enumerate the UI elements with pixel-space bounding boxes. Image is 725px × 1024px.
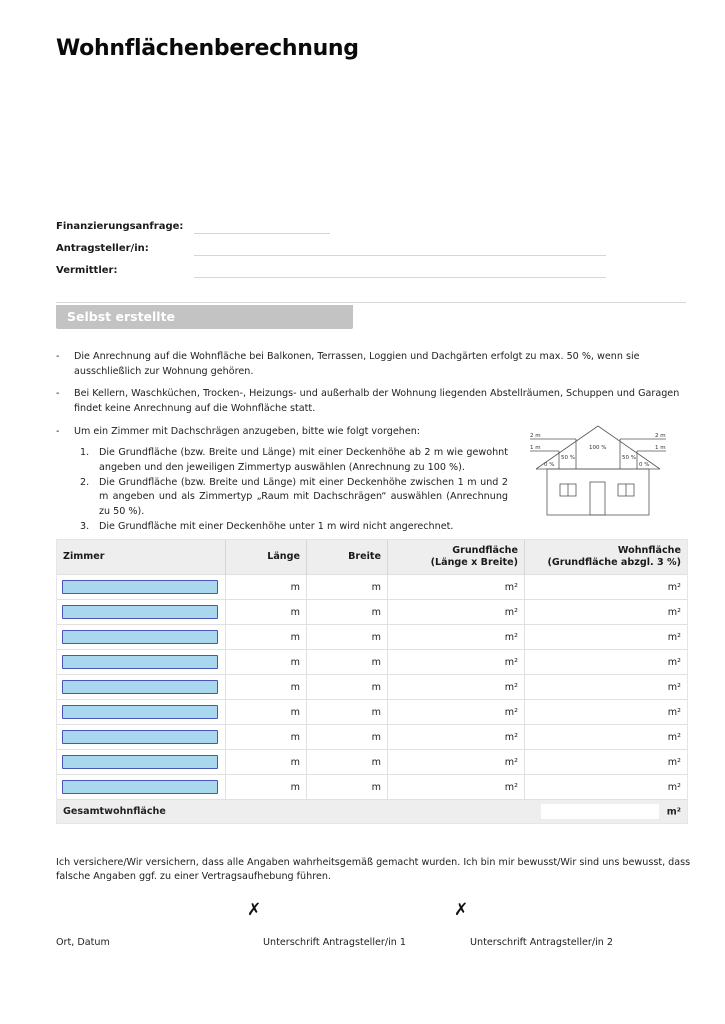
table-row bbox=[57, 775, 687, 800]
signature-mark-icon: ✗ bbox=[454, 900, 469, 920]
wohnflaeche-cell: m² bbox=[525, 625, 688, 650]
laenge-cell[interactable]: m bbox=[226, 700, 307, 725]
bullet-marker: - bbox=[56, 388, 60, 399]
wohnflaeche-cell: m² bbox=[525, 700, 688, 725]
col-grundflaeche bbox=[388, 540, 525, 575]
breite-cell[interactable]: m bbox=[307, 625, 388, 650]
step-item bbox=[80, 446, 508, 476]
col-breite: Breite bbox=[307, 540, 388, 575]
breite-cell[interactable]: m bbox=[307, 650, 388, 675]
field-label: Vermittler: bbox=[56, 265, 118, 276]
laenge-cell[interactable]: m bbox=[226, 775, 307, 800]
wohnflaeche-cell: m² bbox=[525, 650, 688, 675]
room-cell bbox=[57, 600, 226, 625]
svg-text:1 m: 1 m bbox=[655, 445, 666, 451]
total-label: Gesamtwohnfläche bbox=[57, 800, 525, 824]
room-type-input[interactable] bbox=[62, 580, 218, 594]
step-item bbox=[80, 476, 508, 520]
col-grundflaeche-title: Grundfläche bbox=[452, 545, 518, 556]
svg-text:100 %: 100 % bbox=[589, 445, 607, 451]
svg-text:0 %: 0 % bbox=[639, 462, 650, 468]
finanzierungsanfrage-input[interactable] bbox=[194, 233, 330, 234]
ort-datum-label: Ort, Datum bbox=[56, 937, 110, 948]
room-type-input[interactable] bbox=[62, 680, 218, 694]
section-heading: Selbst erstellte Wohnflächenberechnung bbox=[56, 305, 353, 329]
step-text: Die Grundfläche (bzw. Breite und Länge) mit einer Deckenhöhe ab 2 m wie gewohnt angeben und den jeweiligen Zimmertyp auswählen (Anrechnung zu 100 %). bbox=[99, 447, 508, 473]
grundflaeche-cell: m² bbox=[388, 700, 525, 725]
room-cell bbox=[57, 650, 226, 675]
grundflaeche-cell: m² bbox=[388, 775, 525, 800]
svg-text:50 %: 50 % bbox=[622, 455, 636, 461]
page-title: Wohnflächenberechnung bbox=[56, 36, 359, 61]
room-type-input[interactable] bbox=[62, 755, 218, 769]
svg-text:2 m: 2 m bbox=[655, 433, 666, 439]
table-row bbox=[57, 675, 687, 700]
step-number: 2. bbox=[80, 476, 90, 488]
room-cell bbox=[57, 750, 226, 775]
rooms-table bbox=[57, 540, 687, 823]
grundflaeche-cell: m² bbox=[388, 750, 525, 775]
room-cell bbox=[57, 625, 226, 650]
grundflaeche-cell: m² bbox=[388, 650, 525, 675]
step-text: Die Grundfläche mit einer Deckenhöhe unter 1 m wird nicht angerechnet. bbox=[99, 520, 454, 532]
room-cell bbox=[57, 700, 226, 725]
signature-2-label: Unterschrift Antragsteller/in 2 bbox=[470, 937, 613, 948]
room-cell bbox=[57, 725, 226, 750]
laenge-cell[interactable]: m bbox=[226, 600, 307, 625]
room-type-input[interactable] bbox=[62, 780, 218, 794]
step-number: 3. bbox=[80, 520, 90, 532]
table-row bbox=[57, 625, 687, 650]
wohnflaeche-cell: m² bbox=[525, 600, 688, 625]
breite-cell[interactable]: m bbox=[307, 575, 388, 600]
step-text: Die Grundfläche (bzw. Breite und Länge) mit einer Deckenhöhe zwischen 1 m und 2 m angeben und als Zimmertyp „Raum mit Dachschrägen“ auswählen (Anrechnung zu 50 %). bbox=[99, 476, 508, 518]
wohnflaeche-cell: m² bbox=[525, 775, 688, 800]
total-row bbox=[57, 800, 687, 824]
col-wohnflaeche-subtitle: (Grundfläche abzgl. 3 %) bbox=[547, 557, 681, 568]
laenge-cell[interactable]: m bbox=[226, 750, 307, 775]
total-unit: m² bbox=[666, 806, 681, 818]
grundflaeche-cell: m² bbox=[388, 725, 525, 750]
bullet-text: Um ein Zimmer mit Dachschrägen anzugeben, bitte wie folgt vorgehen: bbox=[74, 426, 421, 437]
wohnflaeche-cell: m² bbox=[525, 575, 688, 600]
signature-mark-icon: ✗ bbox=[247, 900, 262, 920]
col-wohnflaeche-title: Wohnfläche bbox=[617, 545, 681, 556]
bullet-marker: - bbox=[56, 351, 60, 362]
field-label: Antragsteller/in: bbox=[56, 243, 149, 254]
grundflaeche-cell: m² bbox=[388, 625, 525, 650]
bullet-text: Die Anrechnung auf die Wohnfläche bei Balkonen, Terrassen, Loggien und Dachgärten erfolgt zu max. 50 %, wenn sie ausschließlich zur Wohnung gehören. bbox=[74, 351, 640, 377]
breite-cell[interactable]: m bbox=[307, 725, 388, 750]
breite-cell[interactable]: m bbox=[307, 600, 388, 625]
antragsteller-input[interactable] bbox=[194, 255, 606, 256]
svg-text:1 m: 1 m bbox=[530, 445, 541, 451]
field-label: Finanzierungsanfrage: bbox=[56, 221, 184, 232]
breite-cell[interactable]: m bbox=[307, 700, 388, 725]
breite-cell[interactable]: m bbox=[307, 675, 388, 700]
laenge-cell[interactable]: m bbox=[226, 675, 307, 700]
laenge-cell[interactable]: m bbox=[226, 725, 307, 750]
table-row bbox=[57, 600, 687, 625]
col-laenge: Länge bbox=[226, 540, 307, 575]
col-grundflaeche-subtitle: (Länge x Breite) bbox=[430, 557, 518, 568]
total-wohnflaeche-input[interactable] bbox=[541, 804, 659, 819]
table-row bbox=[57, 575, 687, 600]
table-header-row bbox=[57, 540, 687, 575]
laenge-cell[interactable]: m bbox=[226, 650, 307, 675]
svg-text:50 %: 50 % bbox=[561, 455, 575, 461]
grundflaeche-cell: m² bbox=[388, 575, 525, 600]
house-roof-diagram-icon bbox=[512, 422, 692, 522]
diagram-label: 2 m bbox=[530, 433, 541, 439]
breite-cell[interactable]: m bbox=[307, 750, 388, 775]
room-cell bbox=[57, 775, 226, 800]
steps-list bbox=[80, 446, 508, 535]
col-zimmer: Zimmer bbox=[57, 540, 226, 575]
step-item bbox=[80, 520, 508, 535]
col-wohnflaeche bbox=[525, 540, 688, 575]
step-number: 1. bbox=[80, 447, 90, 458]
room-type-input[interactable] bbox=[62, 655, 218, 669]
signature-1-label: Unterschrift Antragsteller/in 1 bbox=[263, 937, 406, 948]
table-row bbox=[57, 650, 687, 675]
wohnflaeche-cell: m² bbox=[525, 675, 688, 700]
bullet-marker: - bbox=[56, 426, 60, 437]
room-type-input[interactable] bbox=[62, 705, 218, 719]
svg-text:0 %: 0 % bbox=[544, 462, 555, 468]
room-type-input[interactable] bbox=[62, 605, 218, 619]
vermittler-input[interactable] bbox=[194, 277, 606, 278]
laenge-cell[interactable]: m bbox=[226, 575, 307, 600]
section-divider bbox=[56, 302, 686, 303]
room-type-input[interactable] bbox=[62, 630, 218, 644]
total-cell bbox=[525, 800, 688, 824]
room-cell bbox=[57, 575, 226, 600]
wohnflaeche-cell: m² bbox=[525, 750, 688, 775]
room-type-input[interactable] bbox=[62, 730, 218, 744]
table-row bbox=[57, 700, 687, 725]
room-cell bbox=[57, 675, 226, 700]
breite-cell[interactable]: m bbox=[307, 775, 388, 800]
table-row bbox=[57, 750, 687, 775]
laenge-cell[interactable]: m bbox=[226, 625, 307, 650]
grundflaeche-cell: m² bbox=[388, 600, 525, 625]
wohnflaeche-cell: m² bbox=[525, 725, 688, 750]
bullet-text: Bei Kellern, Waschküchen, Trocken-, Heizungs- und außerhalb der Wohnung liegenden Abstellräumen, Schuppen und Garagen findet keine Anrechnung auf die Wohnfläche statt. bbox=[74, 388, 680, 414]
grundflaeche-cell: m² bbox=[388, 675, 525, 700]
declaration-text: Ich versichere/Wir versichern, dass alle Angaben wahrheitsgemäß gemacht wurden. Ich bin mir bewusst/Wir sind uns bewusst, dass falsche Angaben ggf. zu einer Vertragsaufhebung führen. bbox=[56, 857, 691, 882]
table-row bbox=[57, 725, 687, 750]
